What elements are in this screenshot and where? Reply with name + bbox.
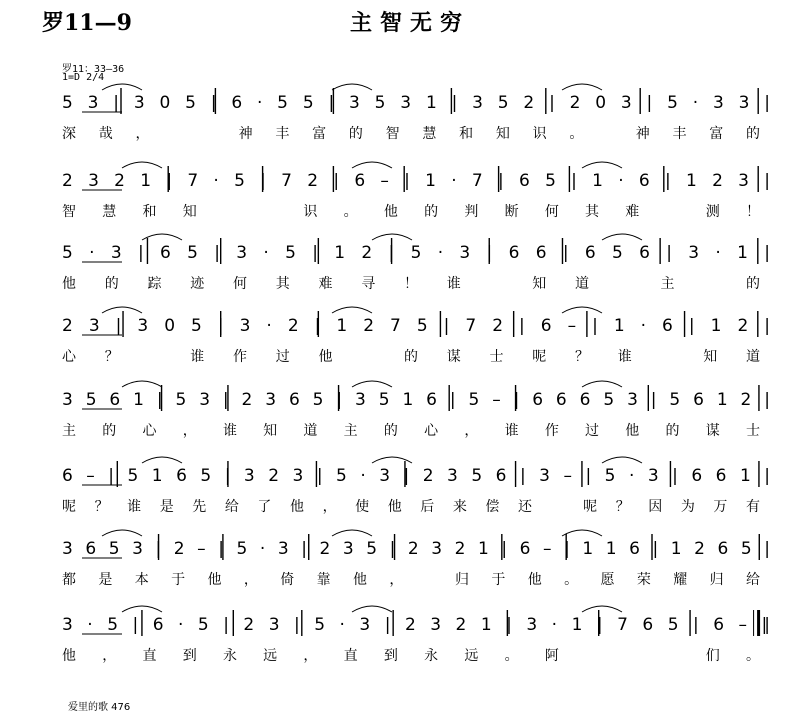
slur-arc [102, 84, 142, 90]
slur-arc [332, 307, 372, 313]
slur-arc [142, 457, 182, 463]
slur-arc [562, 307, 602, 313]
slur-arc [582, 381, 622, 387]
lyrics-row: 他，直到永远，直到永远。阿 们。 [62, 648, 760, 664]
key-signature: 1=D 2/4 [62, 72, 105, 83]
source-footer: 爱里的歌 476 [68, 702, 131, 713]
lyrics-row: 呢？谁是先给了他，使他后来偿还 呢？因为万有 [62, 499, 761, 515]
notes-row: 5 3 | 3 0 5 | 6 · 5 5 | 3 5 3 1 | 3 5 2 | 2 0 3 | 5 · 3 3 | [62, 93, 770, 113]
slur-arc [102, 307, 142, 313]
notes-row: 5 · 3 | 6 5 | 3 · 5 | 1 2 | 5 · 3 | 6 6 | 6 5 6 | 3 · 1 | [62, 243, 770, 263]
slur-arc [122, 162, 162, 168]
slur-arc [562, 84, 602, 90]
slur-arc [582, 162, 622, 168]
slur-arc [352, 606, 392, 612]
lyrics-row: 心？ 谁作过他 的谋士呢？谁 知道 [62, 349, 760, 365]
slur-arc [352, 162, 392, 168]
slur-arc [602, 457, 642, 463]
slur-arc [582, 606, 622, 612]
scripture-reference: 罗11：33—36 [62, 64, 125, 75]
slur-arc [332, 84, 372, 90]
notes-row: 2 3 | 3 0 5 | 3 · 2 | 1 2 7 5 | 7 2 | 6 – | 1 · 6 | 1 2 | [62, 316, 770, 336]
notes-row: 2 3 2 1 | 7 · 5 | 7 2 | 6 – | 1 · 7 | 6 5 | 1 · 6 | 1 2 3 | [62, 171, 770, 191]
lyrics-row: 主的心，谁知道主的心，谁作过他的谋士 [62, 423, 760, 439]
slur-arc [102, 530, 142, 536]
lyrics-row: 都是本于他，倚靠他， 归于他。愿荣耀归给 [62, 572, 760, 588]
notes-row: 3 6 5 3 | 2 – | 5 · 3 | 2 3 5 | 2 3 2 1 | 6 – | 1 1 6 | 1 2 6 5 | [62, 539, 770, 559]
slur-arc [122, 381, 162, 387]
slur-arc [352, 381, 392, 387]
lyrics-row: 智慧和知 识。他的判断何其难 测！ [62, 204, 760, 220]
lyrics-row: 他的踪迹何其难寻！谁 知道 主 的 [62, 276, 760, 292]
notes-row: 3 · 5 | 6 · 5 | 2 3 | 5 · 3 | 2 3 2 1 | 3 · 1 | 7 6 5 | 6 – ‖ [62, 615, 770, 635]
slur-arc [602, 234, 642, 240]
slur-arc [562, 530, 602, 536]
slur-arc [332, 530, 372, 536]
notes-row: 3 5 6 1 | 5 3 | 2 3 6 5 | 3 5 1 6 | 5 – | 6 6 6 5 3 | 5 6 1 2 | [62, 390, 771, 410]
reference-title: 罗11—9 [42, 10, 132, 36]
lyrics-row: 深哉， 神丰富的智慧和知识。 神丰富的 [62, 126, 761, 142]
slur-arc [372, 457, 412, 463]
notes-row: 6 – | 5 1 6 5 | 3 2 3 | 5 · 3 | 2 3 5 6 | 3 – | 5 · 3 | 6 6 1 | [62, 466, 770, 486]
song-title: 主智无穷 [350, 10, 471, 36]
